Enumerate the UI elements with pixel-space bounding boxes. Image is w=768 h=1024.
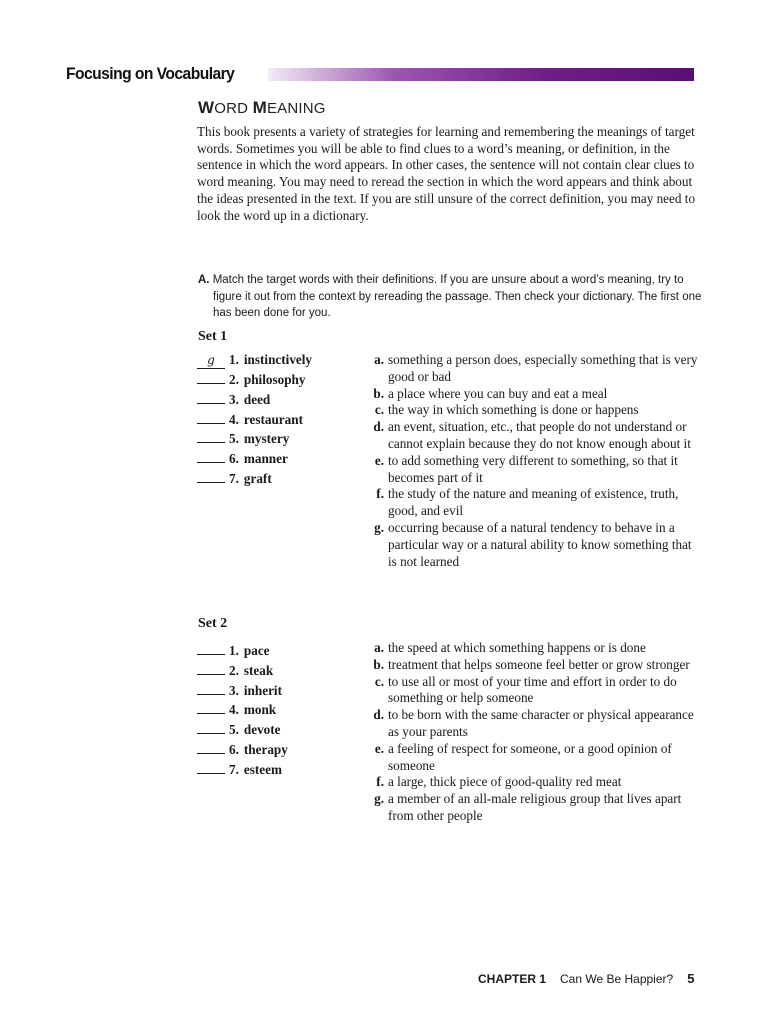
target-word: restaurant — [243, 411, 303, 427]
section-subtitle — [198, 98, 326, 118]
definition-text: a large, thick piece of good-quality red meat — [388, 774, 622, 790]
definition-letter: e. — [374, 452, 384, 468]
section-header — [66, 62, 694, 86]
definition-item — [360, 520, 700, 570]
exercise-instructions — [198, 272, 713, 322]
definition-letter: d. — [373, 419, 384, 435]
answer-blank[interactable] — [197, 468, 225, 483]
set-2-word-list — [197, 640, 357, 779]
target-word: instinctively — [243, 352, 313, 367]
word-number: 7. — [229, 761, 239, 777]
definition-item — [360, 791, 700, 825]
word-number: 3. — [229, 682, 239, 698]
definition-letter: f. — [376, 774, 384, 790]
definition-text: the study of the nature and meaning of existence, truth, good, and evil — [388, 486, 679, 519]
word-number: 3. — [229, 391, 239, 407]
word-number: 7. — [229, 470, 239, 486]
target-word: monk — [243, 702, 277, 718]
word-item — [197, 640, 357, 660]
definition-letter: a. — [374, 640, 384, 655]
target-word: deed — [243, 391, 271, 407]
definition-letter: d. — [373, 707, 384, 723]
target-word: pace — [243, 643, 270, 658]
definition-item — [360, 741, 700, 775]
definition-item — [360, 402, 700, 419]
word-number: 2. — [229, 372, 239, 387]
section-header-bar — [268, 68, 694, 81]
exercise-letter: A. — [198, 274, 210, 286]
set-1-word-list — [197, 352, 357, 488]
answer-blank[interactable] — [197, 699, 225, 714]
target-word: graft — [243, 470, 272, 486]
word-number: 2. — [229, 662, 239, 678]
intro-paragraph: This book presents a variety of strategies for learning and remembering the meanings of target words. Sometimes you will be able to find clues to a word’s meaning, or definition, in the sentence in which the word appears. In other cases, the sentence will not contain clear clues to word meaning. You may need to reread the section in which the word appears and think about the ideas presented in the text. If you are still unsure of the correct definition, you may need to look the word up in a dictionary. — [197, 124, 696, 223]
definition-text: a feeling of respect for someone, or a good opinion of someone — [388, 740, 672, 773]
word-item — [197, 352, 357, 369]
word-item — [197, 428, 357, 448]
definition-letter: c. — [374, 402, 384, 418]
word-number: 4. — [229, 702, 239, 718]
word-number: 6. — [229, 741, 239, 757]
definition-letter: g. — [374, 791, 384, 807]
answer-blank[interactable]: g — [197, 354, 225, 369]
definition-letter: e. — [374, 740, 384, 756]
answer-blank[interactable] — [197, 759, 225, 774]
set-1-title: Set 1 — [198, 329, 228, 344]
definition-letter: b. — [373, 385, 384, 401]
footer-chapter-title: Can We Be Happier? — [560, 972, 674, 986]
definition-text: to add something very different to something, so that it becomes part of it — [388, 452, 678, 485]
exercise-text: Match the target words with their definitions. If you are unsure about a word’s meaning, try to figure it out from the context by rereading the passage. Then check your dictionary. The first one has been done for you. — [212, 274, 702, 319]
word-item — [197, 468, 357, 488]
definition-text: to be born with the same character or physical appearance as your parents — [388, 707, 694, 739]
definition-letter: g. — [374, 519, 384, 535]
definition-item — [360, 453, 700, 487]
definition-letter: f. — [376, 486, 384, 502]
definition-text: to use all or most of your time and effort in order to do something or help someone — [388, 673, 677, 706]
page-footer — [478, 971, 694, 986]
target-word: mystery — [243, 431, 290, 447]
target-word: inherit — [243, 682, 282, 698]
definition-item — [360, 386, 700, 403]
word-item — [197, 369, 357, 389]
definition-text: an event, situation, etc., that people do not understand or cannot explain because they do not know enough about it — [388, 419, 691, 451]
word-item — [197, 759, 357, 779]
word-number: 6. — [229, 451, 239, 467]
answer-blank[interactable] — [197, 660, 225, 675]
subtitle-rest-2: EANING — [266, 100, 326, 117]
definition-text: treatment that helps someone feel better or grow stronger — [388, 656, 690, 672]
answer-blank[interactable] — [197, 739, 225, 754]
answer-blank[interactable] — [197, 389, 225, 404]
answer-blank[interactable] — [197, 428, 225, 443]
word-item — [197, 699, 357, 719]
answer-blank[interactable] — [197, 719, 225, 734]
definition-text: a place where you can buy and eat a meal — [388, 385, 608, 401]
word-item — [197, 660, 357, 680]
word-item — [197, 448, 357, 468]
definition-letter: b. — [373, 656, 384, 672]
section-title: Focusing on Vocabulary — [66, 64, 235, 83]
word-item — [197, 680, 357, 700]
target-word: manner — [243, 451, 288, 467]
answer-blank[interactable] — [197, 369, 225, 384]
word-item — [197, 719, 357, 739]
subtitle-cap-2: M — [252, 98, 267, 117]
answer-blank[interactable] — [197, 448, 225, 463]
definition-text: something a person does, especially something that is very good or bad — [388, 352, 698, 384]
definition-item — [360, 419, 700, 453]
definition-letter: c. — [374, 673, 384, 689]
definition-item — [360, 640, 700, 657]
definition-item — [360, 352, 700, 386]
subtitle-cap-1: W — [198, 98, 215, 117]
word-item — [197, 409, 357, 429]
subtitle-rest-1: ORD — [214, 100, 253, 117]
definition-item — [360, 657, 700, 674]
set-1-definition-list — [360, 352, 700, 570]
answer-blank[interactable] — [197, 409, 225, 424]
definition-item — [360, 774, 700, 791]
word-item — [197, 739, 357, 759]
definition-text: occurring because of a natural tendency to behave in a particular way or a natural ability to know something that is not learned — [388, 519, 692, 569]
word-item — [197, 389, 357, 409]
definition-letter: a. — [374, 352, 384, 367]
definition-item — [360, 707, 700, 741]
definition-text: the way in which something is done or happens — [388, 402, 639, 418]
word-number: 5. — [229, 431, 239, 447]
word-number: 1. — [229, 643, 239, 658]
definition-text: a member of an all-male religious group that lives apart from other people — [388, 791, 682, 823]
definition-item — [360, 674, 700, 708]
target-word: steak — [243, 662, 274, 678]
target-word: esteem — [243, 761, 282, 777]
target-word: philosophy — [243, 372, 306, 387]
set-2-definition-list — [360, 640, 700, 825]
target-word: therapy — [243, 741, 288, 757]
word-number: 4. — [229, 411, 239, 427]
answer-blank[interactable] — [197, 680, 225, 695]
footer-chapter: CHAPTER 1 — [478, 972, 547, 986]
word-number: 1. — [229, 352, 239, 367]
target-word: devote — [243, 722, 281, 738]
page-number: 5 — [687, 971, 695, 986]
answer-blank[interactable] — [197, 640, 225, 655]
set-2-title: Set 2 — [198, 616, 228, 631]
definition-item — [360, 486, 700, 520]
word-number: 5. — [229, 722, 239, 738]
definition-text: the speed at which something happens or is done — [388, 640, 646, 655]
